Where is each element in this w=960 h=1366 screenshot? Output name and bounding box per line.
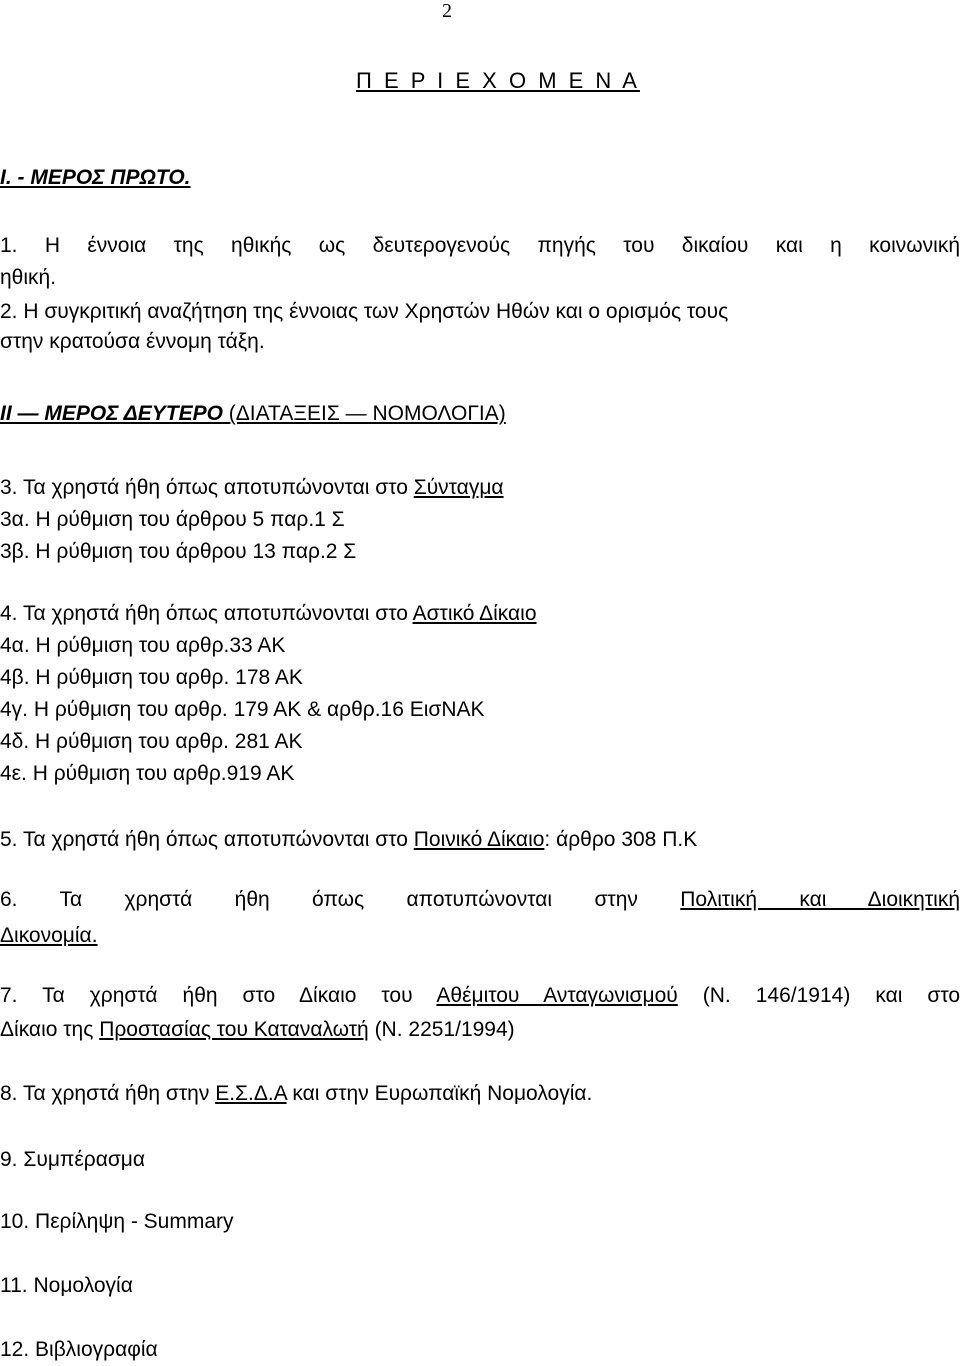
toc-item-6-line2: Δικονομία. xyxy=(0,924,98,947)
toc-item-4c: 4γ. Η ρύθμιση του αρθρ. 179 ΑΚ & αρθρ.16 ΕισΝΑΚ xyxy=(0,698,485,721)
toc-item-7-line2 xyxy=(0,1014,960,1046)
toc-item-6-link: Πολιτική και Διοικητική xyxy=(680,888,960,911)
toc-item-9: 9. Συμπέρασμα xyxy=(0,1148,146,1171)
toc-item-3-link: Σύνταγμα xyxy=(413,476,504,499)
toc-item-3-text: 3. Τα χρηστά ήθη όπως αποτυπώνονται στο xyxy=(0,476,414,499)
toc-item-12: 12. Βιβλιογραφία xyxy=(0,1338,158,1361)
toc-item-11: 11. Νομολογία xyxy=(0,1274,133,1297)
toc-item-4-text: 4. Τα χρηστά ήθη όπως αποτυπώνονται στο xyxy=(0,602,413,625)
toc-item-7-text: 7. Τα χρηστά ήθη στο Δίκαιο του xyxy=(0,984,437,1007)
toc-item-3b: 3β. Η ρύθμιση του άρθρου 13 παρ.2 Σ xyxy=(0,540,357,563)
part-two-label: ΙΙ — ΜΕΡΟΣ ΔΕΥΤΕΡΟ xyxy=(0,402,223,425)
toc-item-7-link1: Αθέμιτου Ανταγωνισμού xyxy=(436,984,678,1007)
toc-item-4-link: Αστικό Δίκαιο xyxy=(412,602,537,625)
toc-item-8-text: 8. Τα χρηστά ήθη στην xyxy=(0,1082,216,1105)
toc-item-4b: 4β. Η ρύθμιση του αρθρ. 178 ΑΚ xyxy=(0,666,303,689)
toc-item-7-post: (Ν. 146/1914) και στο xyxy=(677,984,960,1007)
toc-item-6-text: 6. Τα χρηστά ήθη όπως αποτυπώνονται στην xyxy=(0,888,681,911)
page-number: 2 xyxy=(442,0,452,22)
toc-item-7-line1 xyxy=(0,984,960,1008)
toc-item-4e: 4ε. Η ρύθμιση του αρθρ.919 ΑΚ xyxy=(0,762,295,785)
toc-item-1-line1: 1. Η έννοια της ηθικής ως δευτερογενούς πηγής του δικαίου και η κοινωνική xyxy=(0,234,960,257)
contents-title: Π Ε Ρ Ι Ε Χ Ο Μ Ε Ν Α xyxy=(356,68,640,93)
toc-item-8-link: Ε.Σ.Δ.Α xyxy=(215,1082,287,1105)
toc-item-7-link2: Προστασίας του Καταναλωτή xyxy=(99,1018,369,1041)
toc-item-4 xyxy=(0,598,960,630)
toc-item-8-post: και στην Ευρωπαϊκή Νομολογία. xyxy=(286,1082,593,1105)
toc-item-7-l2-post: (Ν. 2251/1994) xyxy=(368,1018,515,1041)
toc-item-4d: 4δ. Η ρύθμιση του αρθρ. 281 ΑΚ xyxy=(0,730,303,753)
toc-item-7-l2-text: Δίκαιο της xyxy=(0,1018,100,1041)
part-two-subtitle: (ΔΙΑΤΑΞΕΙΣ — ΝΟΜΟΛΟΓΙΑ) xyxy=(222,402,506,425)
toc-item-5 xyxy=(0,824,960,856)
toc-item-10: 10. Περίληψη - Summary xyxy=(0,1210,234,1233)
toc-item-2-line1: 2. Η συγκριτική αναζήτηση της έννοιας των Χρηστών Ηθών και ο ορισμός τους xyxy=(0,300,729,323)
toc-item-5-link: Ποινικό Δίκαιο xyxy=(413,828,545,851)
toc-item-5-post: : άρθρο 308 Π.Κ xyxy=(544,828,698,851)
toc-item-1-line2: ηθική. xyxy=(0,266,57,289)
toc-item-8 xyxy=(0,1078,960,1110)
toc-item-3a: 3α. Η ρύθμιση του άρθρου 5 παρ.1 Σ xyxy=(0,508,345,531)
toc-item-4a: 4α. Η ρύθμιση του αρθρ.33 ΑΚ xyxy=(0,634,286,657)
toc-item-6-line1 xyxy=(0,888,960,912)
toc-item-3 xyxy=(0,472,960,504)
part-one-heading: Ι. - ΜΕΡΟΣ ΠΡΩΤΟ. xyxy=(0,166,191,189)
part-two-heading xyxy=(0,398,960,430)
toc-item-2-line2: στην κρατούσα έννομη τάξη. xyxy=(0,330,265,353)
toc-item-5-text: 5. Τα χρηστά ήθη όπως αποτυπώνονται στο xyxy=(0,828,414,851)
